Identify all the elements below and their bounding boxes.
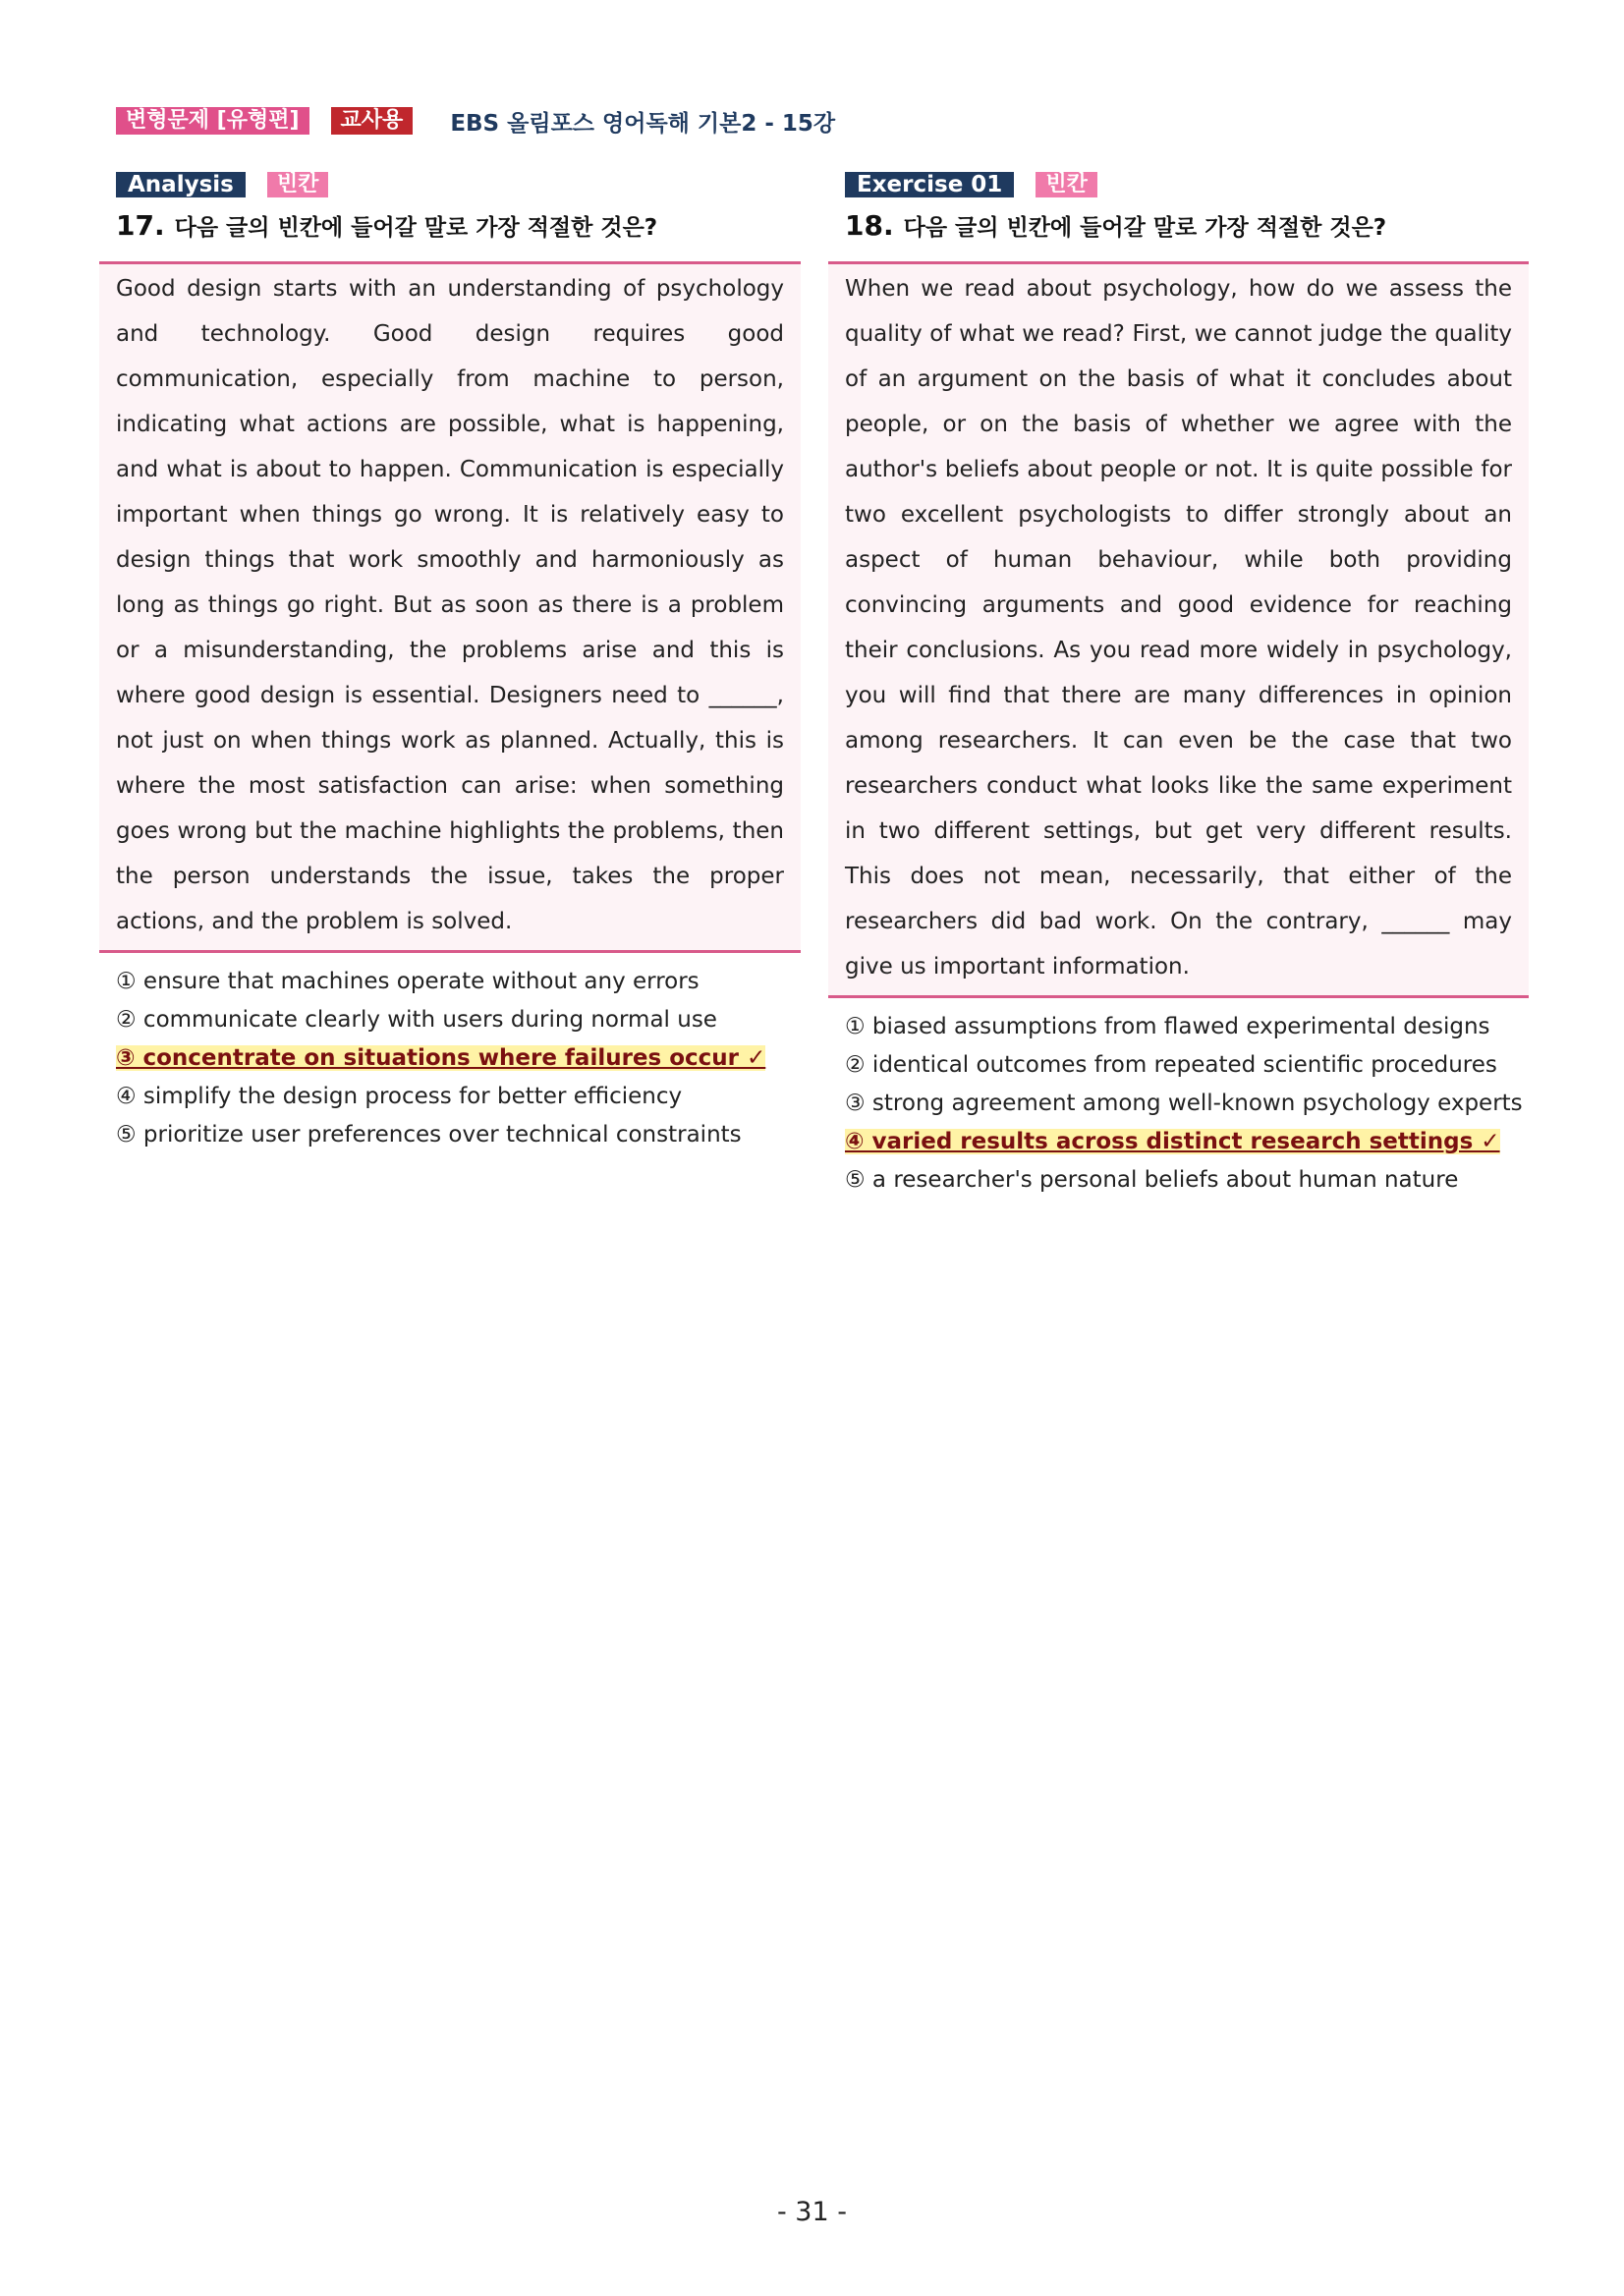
choice-4-correct[interactable] <box>845 1123 1529 1161</box>
passage-box <box>99 261 801 953</box>
choice-5[interactable]: ⑤ a researcher's personal beliefs about human nature <box>845 1167 1459 1193</box>
type-label: 빈칸 <box>1036 172 1097 197</box>
question-18-column <box>828 170 1529 1200</box>
correct-answer-text: ④ varied results across distinct research settings ✓ <box>845 1129 1500 1154</box>
choice-4[interactable]: ④ simplify the design process for better efficiency <box>116 1084 683 1109</box>
page-header <box>116 106 835 136</box>
choice-5[interactable]: ⑤ prioritize user preferences over technical constraints <box>116 1122 742 1148</box>
page-title: EBS 올림포스 영어독해 기본2 - 15강 <box>450 110 836 137</box>
question-number: 17. <box>116 209 165 242</box>
question-text: 다음 글의 빈칸에 들어갈 말로 가장 적절한 것은? <box>174 215 658 241</box>
section-label: Analysis <box>116 172 246 197</box>
question-labels <box>828 170 1529 199</box>
teacher-edition-tag: 교사용 <box>331 107 414 135</box>
choice-1[interactable]: ① ensure that machines operate without any errors <box>116 969 700 994</box>
passage-text: Good design starts with an understanding of psychology and technology. Good design requires good communication, especially from machine to person, indicating what actions are possible, what is happening, and what is about to happen. Communication is especially important when things go wrong. It is relatively easy to design things that work smoothly and harmoniously as long as things go right. But as soon as there is a problem or a misunderstanding, the problems arise and this is where good design is essential. Designers need to ______, not just on when things work as planned. Actually, this is where the most satisfaction can arise: when something goes wrong but the machine highlights the problems, then the person understands the issue, takes the proper actions, and the problem is solved. <box>116 276 784 934</box>
question-labels <box>99 170 801 199</box>
question-prompt <box>99 209 801 242</box>
correct-answer-text: ③ concentrate on situations where failures occur ✓ <box>116 1045 766 1071</box>
choice-2[interactable]: ② communicate clearly with users during normal use <box>116 1007 717 1033</box>
question-text: 다음 글의 빈칸에 들어갈 말로 가장 적절한 것은? <box>903 215 1387 241</box>
question-17-column <box>99 170 801 1154</box>
answer-choices <box>828 1008 1529 1200</box>
answer-choices <box>99 963 801 1154</box>
type-label: 빈칸 <box>267 172 329 197</box>
choice-3[interactable]: ③ strong agreement among well-known psychology experts <box>845 1091 1523 1116</box>
passage-text: When we read about psychology, how do we assess the quality of what we read? First, we cannot judge the quality of an argument on the basis of what it concludes about people, or on the basis of whether we agree with the author's beliefs about people or not. It is quite possible for two excellent psychologists to differ strongly about an aspect of human behaviour, while both providing convincing arguments and good evidence for reaching their conclusions. As you read more widely in psychology, you will find that there are many differences in opinion among researchers. It can even be the case that two researchers conduct what looks like the same experiment in two different settings, but get very different results. This does not mean, necessarily, that either of the researchers did bad work. On the contrary, ______ may give us important information. <box>845 276 1512 980</box>
choice-2[interactable]: ② identical outcomes from repeated scientific procedures <box>845 1052 1497 1078</box>
variant-problem-tag: 변형문제 [유형편] <box>116 107 309 135</box>
choice-3-correct[interactable] <box>116 1039 801 1078</box>
page-number: - 31 - <box>776 2197 847 2227</box>
section-label: Exercise 01 <box>845 172 1014 197</box>
choice-1[interactable]: ① biased assumptions from flawed experimental designs <box>845 1014 1490 1039</box>
question-number: 18. <box>845 209 894 242</box>
question-prompt <box>828 209 1529 242</box>
passage-box <box>828 261 1529 998</box>
